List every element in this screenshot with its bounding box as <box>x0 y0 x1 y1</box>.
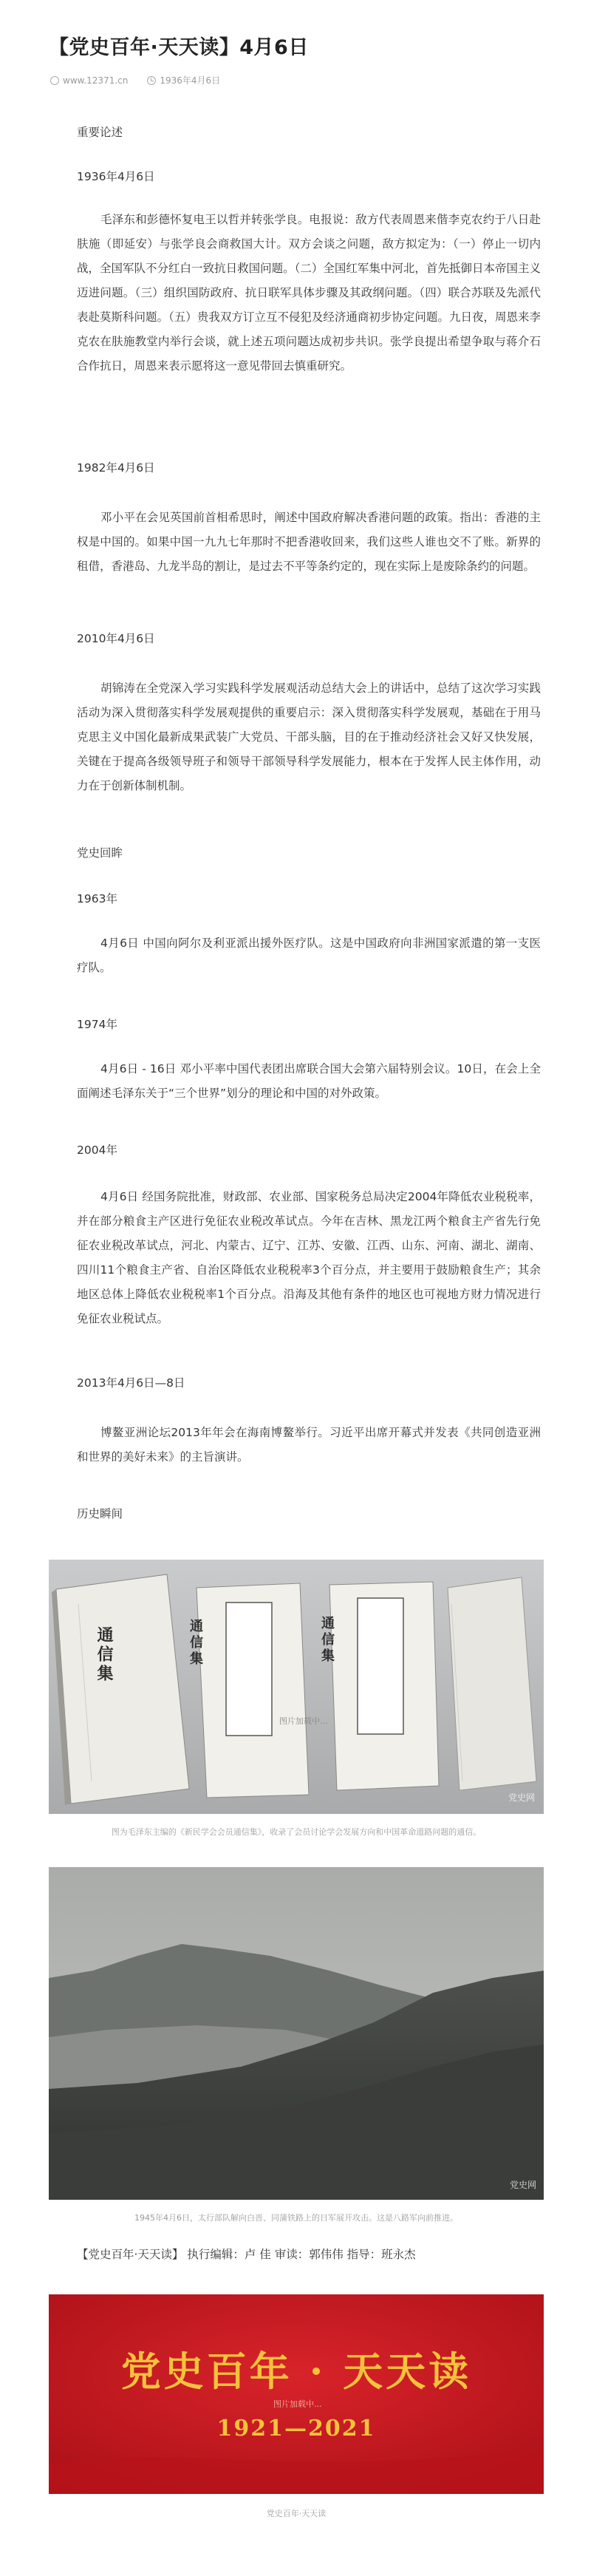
paragraph-1982: 邓小平在会见英国前首相希思时，阐述中国政府解决香港问题的政策。指出：香港的主权是中国的。如果中国一九九七年那时不把香港收回来，我们这些人谁也交不了账。新界的租借，香港岛、九龙半岛的割让，是过去不平等条约定的，现在实际上是废除条约的问题。 <box>77 511 541 573</box>
banner-years: 1921—2021 <box>216 2416 376 2441</box>
paragraph-1974: 4月6日 - 16日 邓小平率中国代表团出席联合国大会第六届特别会议。10日，在会上全面阐述毛泽东关于“三个世界”划分的理论和中国的对外政策。 <box>77 1062 541 1100</box>
photo-caption: 1945年4月6日，太行部队解向白晋、同蒲铁路上的日军展开攻击。这是八路军向前推进。 <box>134 2213 458 2223</box>
book-title-right: 通信集 <box>319 1616 335 1665</box>
image-loading-text: 图片加载中... <box>273 2399 322 2409</box>
globe-icon <box>50 76 59 85</box>
paragraph-2004: 4月6日 经国务院批准，财政部、农业部、国家税务总局决定2004年降低农业税税率，并在部分粮食主产区进行免征农业税改革试点。今年在吉林、黑龙江两个粮食主产省先行免征农业税改革试点，河北、内蒙古、辽宁、江苏、安徽、江西、山东、河南、湖北、湖南、四川11个粮食主产省、自治区降低农业税税率3个百分点，并主要用于鼓励粮食生产；其余地区总体上降低农业税税率1个百分点。沿海及其他有条件的地区也可视地方财力情况进行免征农业税试点。 <box>77 1190 541 1325</box>
paragraph-2013: 博鳌亚洲论坛2013年年会在海南博鳌举行。习近平出席开幕式并发表《共同创造亚洲和世界的美好未来》的主旨演讲。 <box>77 1426 541 1464</box>
date-heading: 2004年 <box>77 1143 117 1157</box>
banner-image <box>49 2294 544 2494</box>
article-meta <box>50 74 220 86</box>
editor-credits: 【党史百年·天天读】 执行编辑：卢 佳 审读：郭伟伟 指导：班永杰 <box>77 2248 416 2261</box>
banner-caption: 党史百年·天天读 <box>266 2509 327 2518</box>
photo-mountain-troops <box>49 1867 544 2200</box>
banner-title: 党史百年 · 天天读 <box>120 2348 472 2395</box>
article-title: 【党史百年·天天读】4月6日 <box>49 36 309 59</box>
clock-icon <box>147 76 156 85</box>
date-heading: 1974年 <box>77 1018 117 1031</box>
watermark: 党史网 <box>508 1792 535 1803</box>
date-heading: 1963年 <box>77 892 117 905</box>
section-heading: 重要论述 <box>77 126 123 139</box>
paragraph-2010: 胡锦涛在全党深入学习实践科学发展观活动总结大会上的讲话中，总结了这次学习实践活动为深入贯彻落实科学发展观提供的重要启示：深入贯彻落实科学发展观，基础在于用马克思主义中国化最新成果武装广大党员、干部头脑，目的在于推动经济社会又好又快发展，关键在于提高各级领导班子和领导干部领导科学发展能力，根本在于发挥人民主体作用，动力在于创新体制机制。 <box>77 682 541 792</box>
photo-caption: 图为毛泽东主编的《新民学会会员通信集》，收录了会员讨论学会发展方向和中国革命道路问题的通信。 <box>111 1827 482 1837</box>
watermark: 党史网 <box>509 2180 536 2190</box>
date-heading: 2013年4月6日—8日 <box>77 1376 185 1390</box>
mountain-illustration <box>49 1867 544 2200</box>
photo-books <box>49 1560 544 1814</box>
book-title-left: 通信集 <box>95 1626 113 1684</box>
paragraph-1936: 毛泽东和彭德怀复电王以哲并转张学良。电报说：敌方代表周恩来偕李克农约于八日赴肤施（即延安）与张学良会商救国大计。双方会谈之问题，敌方拟定为：（一）停止一切内战，全国军队不分红白一致抗日救国问题。（二）全国红军集中河北，首先抵御日本帝国主义迈进问题。（三）组织国防政府、抗日联军具体步骤及其政纲问题。（四）联合苏联及先派代表赴莫斯科问题。（五）贵我双方订立互不侵犯及经济通商初步协定问题。九日夜，周恩来李克农在肤施教堂内举行会谈，就上述五项问题达成初步共识。张学良提出希望争取与蒋介石合作抗日，周恩来表示愿将这一意见带回去慎重研究。 <box>77 213 541 373</box>
books-illustration <box>49 1560 544 1814</box>
date-heading: 1982年4月6日 <box>77 461 155 475</box>
publish-date: 1936年4月6日 <box>160 75 221 86</box>
section-heading: 历史瞬间 <box>77 1507 123 1520</box>
image-loading-text: 图片加载中... <box>279 1716 328 1726</box>
paragraph-1963: 4月6日 中国向阿尔及利亚派出援外医疗队。这是中国政府向非洲国家派遣的第一支医疗队。 <box>77 937 541 974</box>
book-title-middle: 通信集 <box>188 1619 203 1668</box>
date-heading: 2010年4月6日 <box>77 632 155 645</box>
date-heading: 1936年4月6日 <box>77 170 155 183</box>
section-heading: 党史回眸 <box>77 846 123 860</box>
source-link[interactable]: www.12371.cn <box>63 75 129 86</box>
